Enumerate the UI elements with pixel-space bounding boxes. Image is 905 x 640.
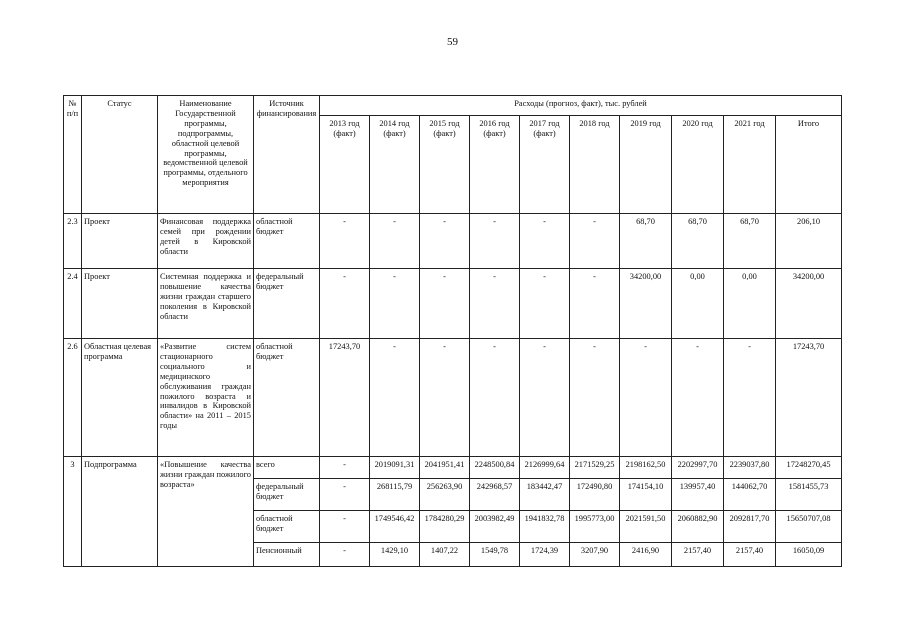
value-cell: 34200,00 xyxy=(620,269,672,339)
value-cell: 0,00 xyxy=(672,269,724,339)
table-body xyxy=(64,214,842,567)
row-status: Подпрограмма xyxy=(82,457,158,567)
row-number: 3 xyxy=(64,457,82,567)
value-cell: - xyxy=(320,457,370,479)
table-header xyxy=(64,96,842,214)
row-source: Пенсионный xyxy=(254,543,320,567)
value-cell: 17243,70 xyxy=(320,339,370,457)
value-cell: - xyxy=(420,269,470,339)
table-row xyxy=(64,269,842,339)
value-cell: 1429,10 xyxy=(370,543,420,567)
value-cell: 2019091,31 xyxy=(370,457,420,479)
value-cell: 2248500,84 xyxy=(470,457,520,479)
row-name: Финансовая поддержка семей при рождении детей в Кировской области xyxy=(158,214,254,269)
page-number: 59 xyxy=(447,36,458,48)
value-cell: - xyxy=(370,339,420,457)
row-name: Системная поддержка и повышение качества жизни граждан старшего поколения в Кировской области xyxy=(158,269,254,339)
value-cell: 174154,10 xyxy=(620,479,672,511)
value-cell: 34200,00 xyxy=(776,269,842,339)
col-status-header: Статус xyxy=(82,96,158,214)
table-row xyxy=(64,214,842,269)
value-cell: - xyxy=(672,339,724,457)
year-header: Итого xyxy=(776,116,842,214)
value-cell: 1784280,29 xyxy=(420,511,470,543)
row-number: 2.4 xyxy=(64,269,82,339)
value-cell: - xyxy=(520,269,570,339)
value-cell: - xyxy=(420,214,470,269)
value-cell: 0,00 xyxy=(724,269,776,339)
value-cell: 17248270,45 xyxy=(776,457,842,479)
value-cell: 68,70 xyxy=(724,214,776,269)
value-cell: 1407,22 xyxy=(420,543,470,567)
row-source: областной бюджет xyxy=(254,339,320,457)
row-number: 2.3 xyxy=(64,214,82,269)
value-cell: 2092817,70 xyxy=(724,511,776,543)
row-status: Областная целевая программа xyxy=(82,339,158,457)
value-cell: - xyxy=(320,543,370,567)
value-cell: 206,10 xyxy=(776,214,842,269)
value-cell: 17243,70 xyxy=(776,339,842,457)
year-header: 2014 год (факт) xyxy=(370,116,420,214)
value-cell: 256263,90 xyxy=(420,479,470,511)
value-cell: - xyxy=(570,214,620,269)
value-cell: - xyxy=(570,269,620,339)
year-header: 2018 год xyxy=(570,116,620,214)
row-status: Проект xyxy=(82,214,158,269)
value-cell: - xyxy=(470,269,520,339)
value-cell: 172490,80 xyxy=(570,479,620,511)
value-cell: - xyxy=(470,214,520,269)
value-cell: - xyxy=(370,269,420,339)
year-header: 2017 год (факт) xyxy=(520,116,570,214)
value-cell: 2021591,50 xyxy=(620,511,672,543)
year-header: 2013 год (факт) xyxy=(320,116,370,214)
value-cell: - xyxy=(320,269,370,339)
row-name: «Повышение качества жизни граждан пожилого возраста» xyxy=(158,457,254,567)
col-source-header: Источник финансирования xyxy=(254,96,320,214)
value-cell: 68,70 xyxy=(672,214,724,269)
value-cell: 2416,90 xyxy=(620,543,672,567)
col-name-header: Наименование Государственной программы, подпрограммы, областной целевой программы, ведомственной целевой программы, отдельного мероприятия xyxy=(158,96,254,214)
value-cell: - xyxy=(320,479,370,511)
col-num-header: № п/п xyxy=(64,96,82,214)
value-cell: 2157,40 xyxy=(672,543,724,567)
value-cell: - xyxy=(320,511,370,543)
value-cell: 2060882,90 xyxy=(672,511,724,543)
value-cell: - xyxy=(724,339,776,457)
budget-table xyxy=(63,95,842,567)
row-number: 2.6 xyxy=(64,339,82,457)
year-header: 2015 год (факт) xyxy=(420,116,470,214)
table-row xyxy=(64,457,842,479)
value-cell: 3207,90 xyxy=(570,543,620,567)
row-status: Проект xyxy=(82,269,158,339)
row-source: федеральный бюджет xyxy=(254,269,320,339)
year-header: 2020 год xyxy=(672,116,724,214)
value-cell: - xyxy=(420,339,470,457)
value-cell: 2202997,70 xyxy=(672,457,724,479)
value-cell: 15650707,08 xyxy=(776,511,842,543)
row-source: областной бюджет xyxy=(254,214,320,269)
year-header: 2019 год xyxy=(620,116,672,214)
value-cell: - xyxy=(620,339,672,457)
value-cell: - xyxy=(570,339,620,457)
value-cell: - xyxy=(520,339,570,457)
value-cell: 2171529,25 xyxy=(570,457,620,479)
year-header: 2016 год (факт) xyxy=(470,116,520,214)
value-cell: 2239037,80 xyxy=(724,457,776,479)
value-cell: - xyxy=(320,214,370,269)
value-cell: 1941832,78 xyxy=(520,511,570,543)
value-cell: 268115,79 xyxy=(370,479,420,511)
value-cell: - xyxy=(520,214,570,269)
value-cell: 1724,39 xyxy=(520,543,570,567)
value-cell: 144062,70 xyxy=(724,479,776,511)
col-expenses-header: Расходы (прогноз, факт), тыс. рублей xyxy=(320,96,842,116)
value-cell: 2003982,49 xyxy=(470,511,520,543)
table-row xyxy=(64,339,842,457)
value-cell: 2041951,41 xyxy=(420,457,470,479)
value-cell: - xyxy=(470,339,520,457)
value-cell: 1749546,42 xyxy=(370,511,420,543)
value-cell: - xyxy=(370,214,420,269)
value-cell: 16050,09 xyxy=(776,543,842,567)
value-cell: 2126999,64 xyxy=(520,457,570,479)
value-cell: 2198162,50 xyxy=(620,457,672,479)
year-header: 2021 год xyxy=(724,116,776,214)
row-source: областной бюджет xyxy=(254,511,320,543)
row-source: всего xyxy=(254,457,320,479)
value-cell: 1995773,00 xyxy=(570,511,620,543)
value-cell: 139957,40 xyxy=(672,479,724,511)
value-cell: 183442,47 xyxy=(520,479,570,511)
value-cell: 2157,40 xyxy=(724,543,776,567)
row-name: «Развитие систем стационарного социального и медицинского обслуживания граждан пожилого возраста и инвалидов в Кировской области» на 2011 – 2015 годы xyxy=(158,339,254,457)
value-cell: 68,70 xyxy=(620,214,672,269)
row-source: федеральный бюджет xyxy=(254,479,320,511)
value-cell: 242968,57 xyxy=(470,479,520,511)
value-cell: 1549,78 xyxy=(470,543,520,567)
value-cell: 1581455,73 xyxy=(776,479,842,511)
